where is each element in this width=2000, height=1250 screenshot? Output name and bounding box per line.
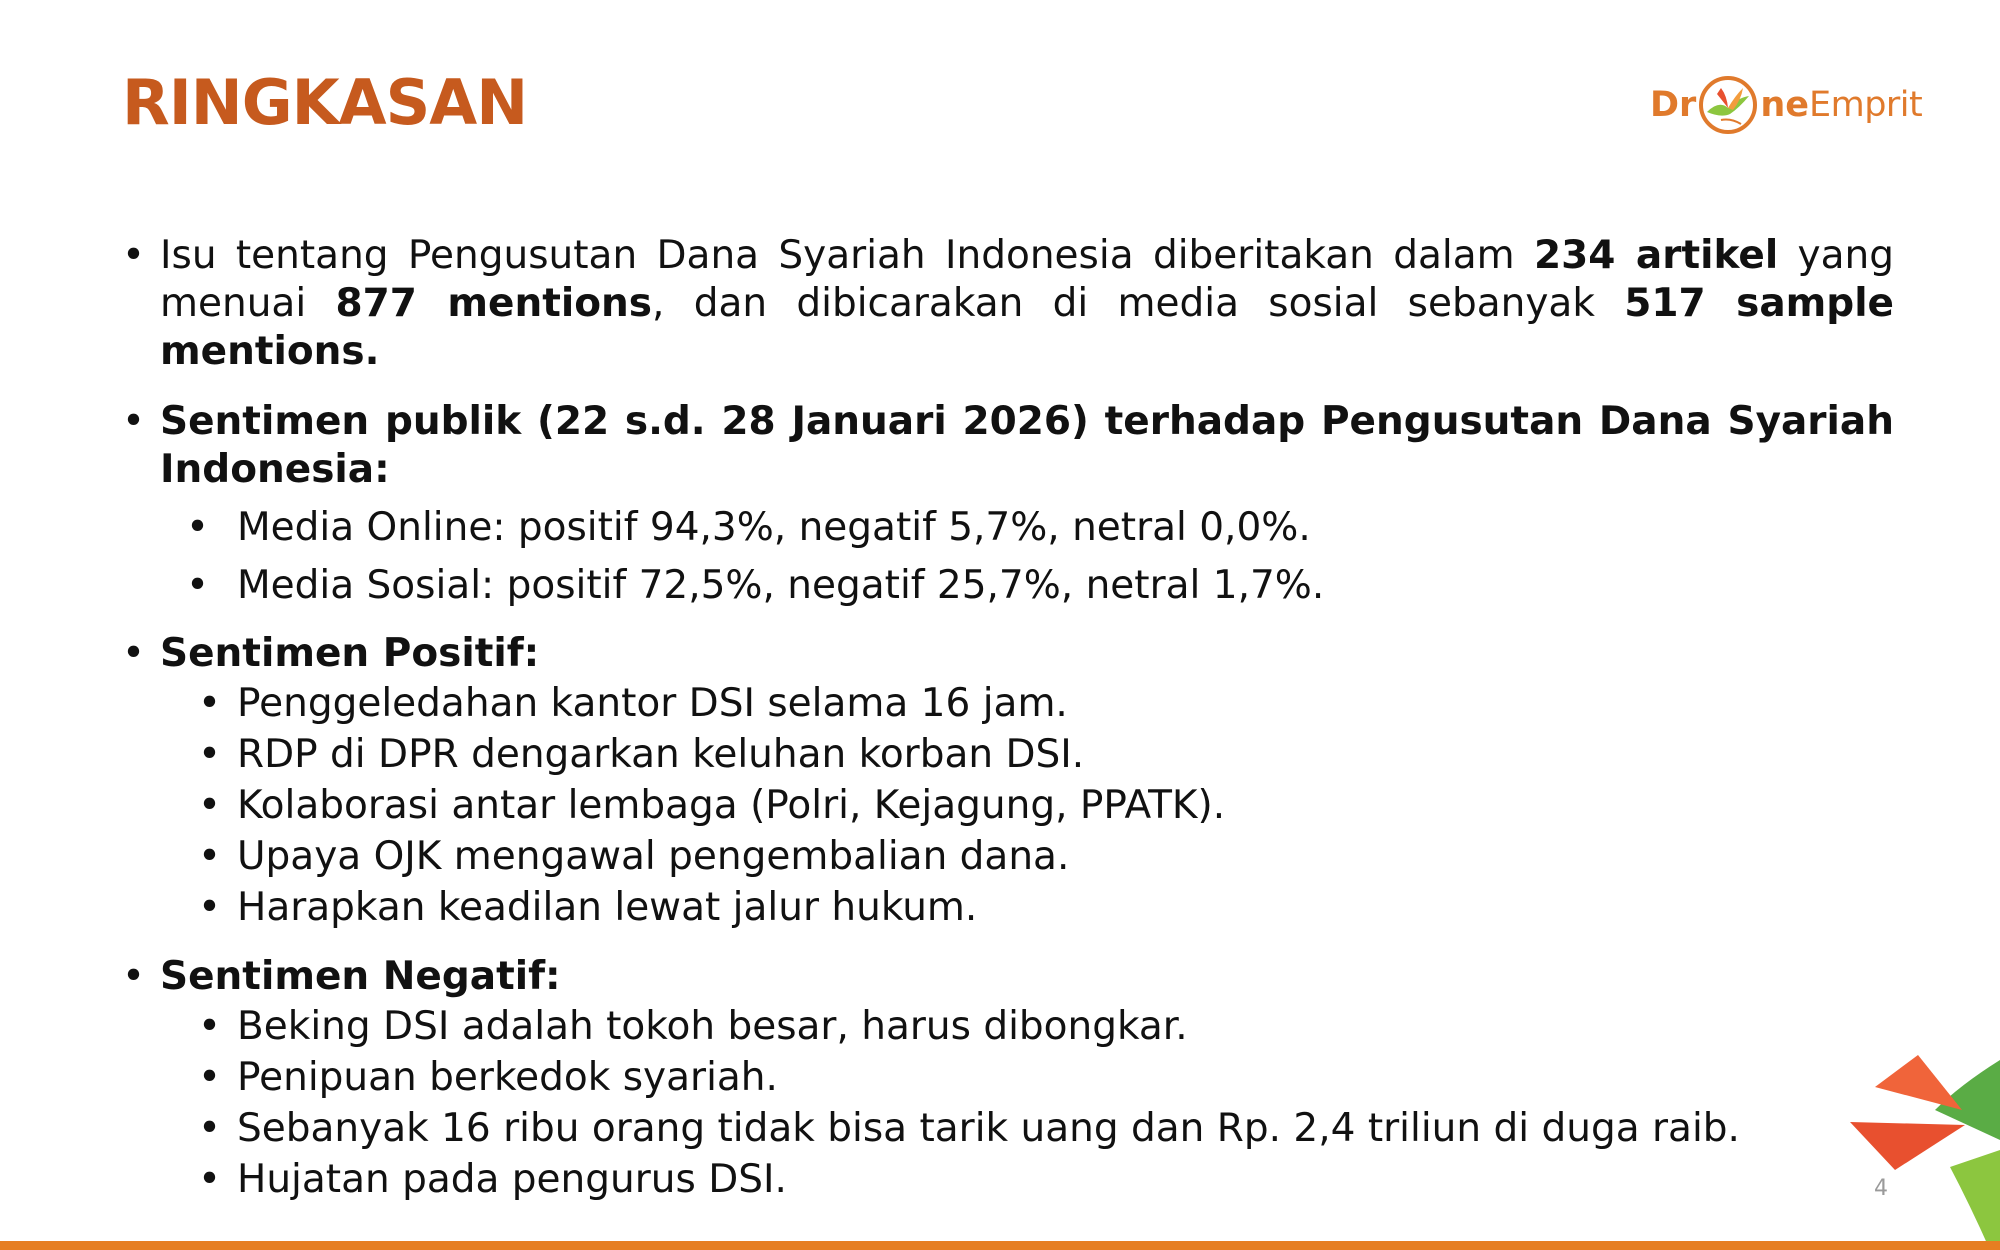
sentiment-social-item: • Media Sosial: positif 72,5%, negatif 25,7%, netral 1,7%. [122,562,1894,610]
coverage-text-2: yang menuai [160,233,1894,326]
corner-decoration-icon [1840,1055,2000,1250]
negative-heading: Sentimen Negatif: [160,954,561,999]
summary-bullet-positive [122,630,1894,678]
article-count: 234 artikel [1533,233,1779,278]
negative-item: • Hujatan pada pengurus DSI. [122,1156,1894,1204]
logo-text-middle: ne [1760,85,1809,125]
logo-text-prefix: Dr [1650,85,1697,125]
negative-item: • Sebanyak 16 ribu orang tidak bisa tarik uang dan Rp. 2,4 triliun di duga raib. [122,1105,1894,1153]
page-number: 4 [1874,1176,1888,1201]
positive-item: • Penggeledahan kantor DSI selama 16 jam. [122,680,1894,728]
summary-bullet-negative [122,953,1894,1001]
coverage-text-3: , dan dibicarakan di media sosial sebanyak [652,281,1625,326]
drone-emprit-logo [1650,72,1922,138]
bottom-accent-bar [0,1241,2000,1250]
positive-item: • RDP di DPR dengarkan keluhan korban DSI. [122,731,1894,779]
slide-title: RINGKASAN [122,66,528,139]
logo-text-suffix: Emprit [1808,85,1923,125]
negative-item: • Penipuan berkedok syariah. [122,1054,1894,1102]
positive-item: • Kolaborasi antar lembaga (Polri, Kejagung, PPATK). [122,782,1894,830]
sentiment-heading: Sentimen publik (22 s.d. 28 Januari 2026) terhadap Pengusutan Dana Syariah Indonesia: [160,399,1894,492]
positive-item: • Harapkan keadilan lewat jalur hukum. [122,884,1894,932]
bird-logo-icon [1697,74,1759,136]
summary-content [122,232,1894,1204]
sentiment-online-item: • Media Online: positif 94,3%, negatif 5,7%, netral 0,0%. [122,504,1894,552]
coverage-text-1: Isu tentang Pengusutan Dana Syariah Indonesia diberitakan dalam [160,233,1534,278]
positive-heading: Sentimen Positif: [160,631,540,676]
mentions-count: 877 mentions [335,281,652,326]
sample-mentions-count: 517 sample mentions. [160,281,1895,374]
summary-bullet-sentiment [122,398,1894,494]
summary-bullet-coverage [122,232,1894,376]
positive-item: • Upaya OJK mengawal pengembalian dana. [122,833,1894,881]
negative-item: • Beking DSI adalah tokoh besar, harus dibongkar. [122,1003,1894,1051]
